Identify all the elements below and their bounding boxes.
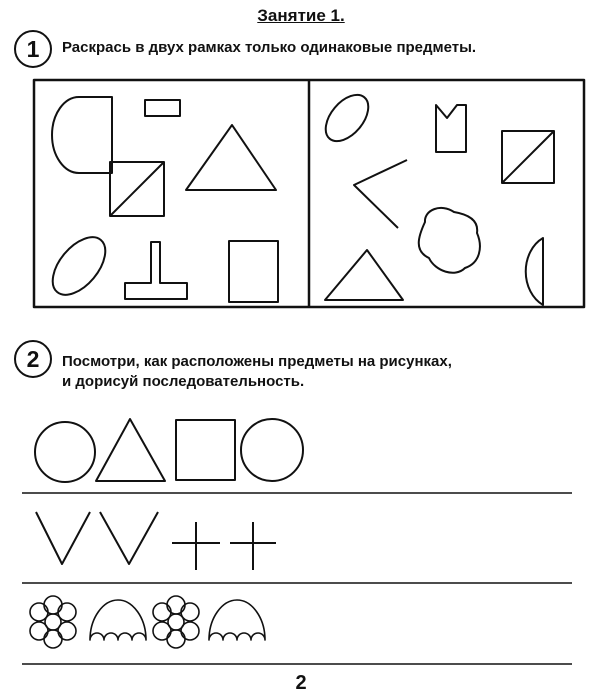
notched-flag-shape	[436, 105, 466, 152]
umbrella-shape	[90, 600, 146, 640]
square-shape	[176, 420, 235, 480]
left-frame	[43, 97, 278, 304]
triangle-shape	[186, 125, 276, 190]
oval-shape	[43, 228, 116, 305]
blob-shape	[419, 208, 480, 273]
triangle-shape	[325, 250, 403, 300]
v-shape	[36, 512, 90, 564]
task-2-number: 2	[14, 340, 52, 378]
angle-shape	[354, 160, 407, 228]
square-diagonal	[502, 131, 554, 183]
triangle-shape	[96, 419, 165, 481]
task-2-instruction-line2: и дорисуй последовательность.	[62, 373, 305, 390]
square-diagonal	[110, 162, 164, 216]
sequence-row-2	[36, 512, 276, 570]
flower-shape	[153, 596, 199, 648]
flower-shape	[30, 596, 76, 648]
umbrella-shape	[209, 600, 265, 640]
task-2-instruction-line1: Посмотри, как расположены предметы на рисунках,	[62, 353, 452, 370]
sequence-row-3	[30, 596, 265, 648]
rectangle-shape	[229, 241, 278, 302]
circle-shape	[241, 419, 303, 481]
right-frame	[317, 87, 554, 305]
task-1-instruction: Раскрась в двух рамках только одинаковые предметы.	[62, 39, 477, 56]
v-shape	[100, 512, 158, 564]
lesson-title: Занятие 1.	[257, 6, 345, 25]
half-circle-shape	[526, 238, 543, 305]
half-circle-shape	[52, 97, 112, 173]
sequence-row-1	[35, 419, 303, 482]
small-rectangle-shape	[145, 100, 180, 116]
circle-shape	[35, 422, 95, 482]
oval-shape	[317, 87, 376, 149]
task-1-number: 1	[14, 30, 52, 68]
t-shape	[125, 242, 187, 299]
page-number: 2	[295, 672, 307, 694]
